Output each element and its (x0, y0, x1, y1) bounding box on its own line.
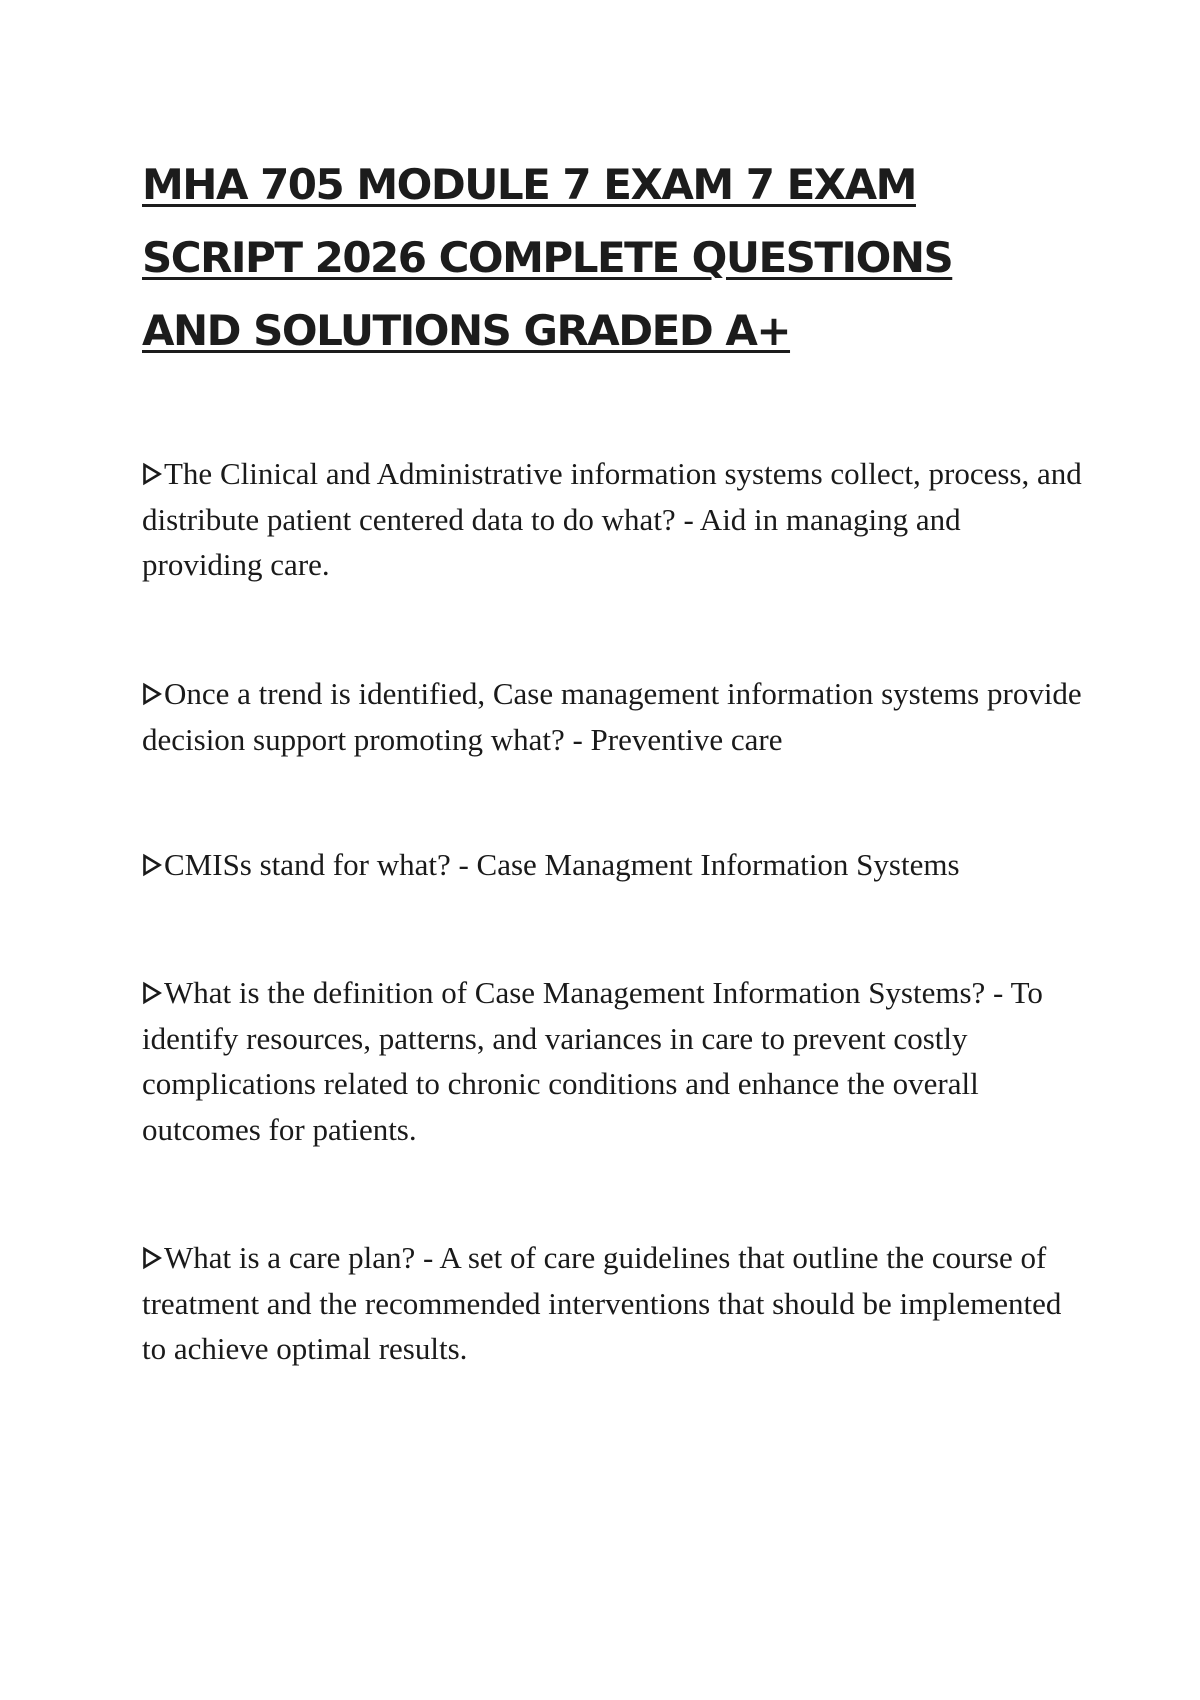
triangle-right-outline-icon (142, 1246, 162, 1270)
triangle-right-outline-icon (142, 682, 162, 706)
question-answer-text: CMISs stand for what? - Case Managment Information Systems (164, 847, 960, 882)
question-answer-text: What is a care plan? - A set of care guidelines that outline the course of treatment and the recommended interventions that should be implemented to achieve optimal results. (142, 1240, 1062, 1366)
triangle-right-outline-icon (142, 853, 162, 877)
question-answer-item (142, 1235, 1082, 1372)
question-answer-item (142, 451, 1082, 588)
question-answer-item (142, 671, 1082, 762)
question-answer-text: The Clinical and Administrative information systems collect, process, and distribute patient centered data to do what? - Aid in managing and providing care. (142, 456, 1082, 582)
triangle-right-outline-icon (142, 462, 162, 486)
question-answer-item (142, 970, 1082, 1152)
question-answer-text: Once a trend is identified, Case management information systems provide decision support promoting what? - Preventive care (142, 676, 1082, 757)
document-title: MHA 705 MODULE 7 EXAM 7 EXAM SCRIPT 2026 COMPLETE QUESTIONS AND SOLUTIONS GRADED A+ (142, 160, 953, 355)
question-answer-item (142, 842, 1082, 888)
question-answer-text: What is the definition of Case Management Information Systems? - To identify resources, patterns, and variances in care to prevent costly complications related to chronic conditions and enhance the overall outcomes for patients. (142, 975, 1043, 1147)
triangle-right-outline-icon (142, 981, 162, 1005)
